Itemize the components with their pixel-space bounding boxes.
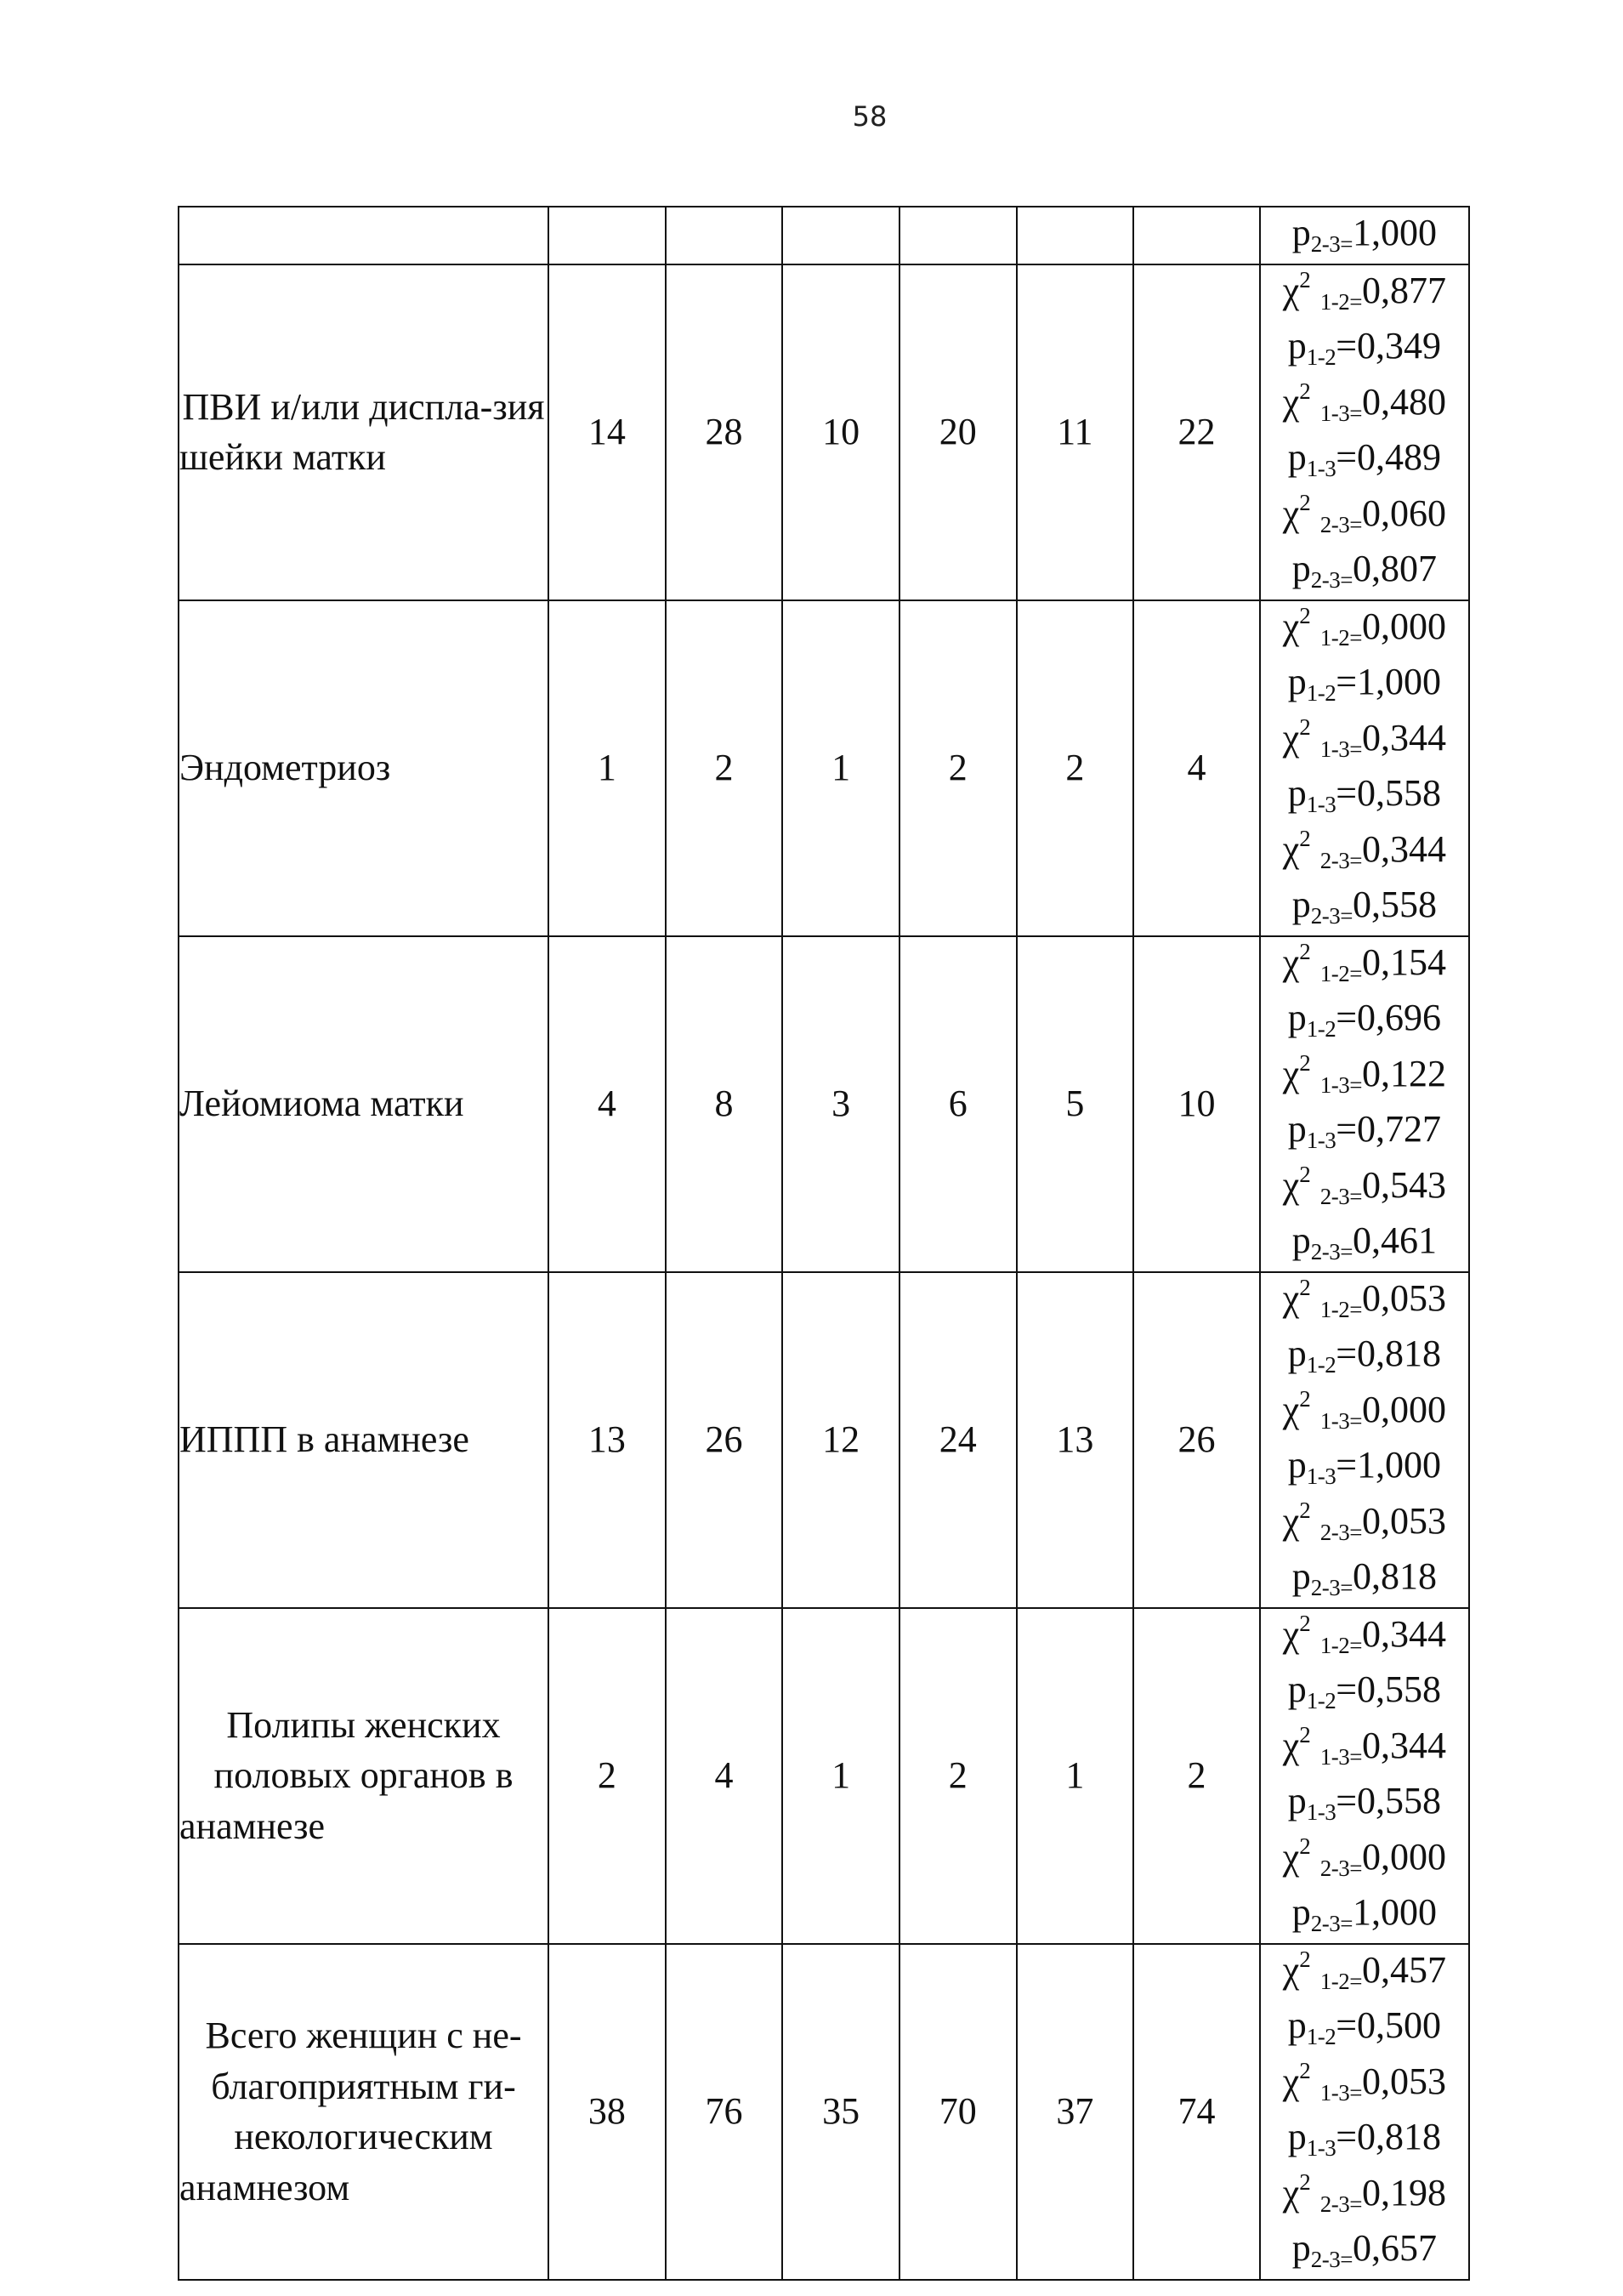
value-cell <box>899 207 1017 264</box>
stat-number: 0,461 <box>1353 1219 1437 1261</box>
count-cell: 14 <box>548 264 666 600</box>
p-symbol: p <box>1287 2004 1307 2046</box>
table-row <box>179 207 1469 264</box>
stat-number: =0,696 <box>1336 997 1442 1038</box>
chi-symbol: χ <box>1282 1499 1300 1542</box>
p-value <box>1261 2111 1468 2168</box>
square-superscript: 2 <box>1299 1610 1311 1636</box>
indicator-name: ИППП в анамнезе <box>179 1272 548 1608</box>
group-comparison-subscript: 1-3= <box>1319 736 1363 762</box>
stat-number: =0,818 <box>1336 2116 1442 2157</box>
percent-cell: 74 <box>1133 1944 1260 2280</box>
stat-number: =1,000 <box>1336 661 1442 702</box>
chi-square-value <box>1261 488 1468 544</box>
count-cell: 1 <box>1017 1608 1134 1944</box>
square-superscript: 2 <box>1299 378 1311 404</box>
count-cell: 1 <box>782 600 899 936</box>
group-comparison-subscript: 1-2= <box>1319 960 1363 986</box>
group-comparison-subscript: 1-2 <box>1306 680 1336 706</box>
p-symbol: p <box>1291 212 1311 253</box>
stat-number: 0,000 <box>1362 605 1447 647</box>
chi-square-value <box>1261 265 1468 321</box>
group-comparison-subscript: 1-2 <box>1306 1688 1336 1713</box>
p-value <box>1261 543 1468 600</box>
stat-number: 0,198 <box>1362 2171 1447 2214</box>
chi-symbol: χ <box>1282 827 1300 870</box>
square-superscript: 2 <box>1299 489 1311 515</box>
p-value <box>1261 1664 1468 1720</box>
group-comparison-subscript: 1-3 <box>1306 1463 1336 1489</box>
stat-number: 0,558 <box>1353 884 1437 925</box>
chi-square-value <box>1261 713 1468 769</box>
stat-number: 0,053 <box>1362 1499 1447 1542</box>
stat-number: =0,558 <box>1336 772 1442 814</box>
group-comparison-subscript: 1-2= <box>1319 1296 1363 1322</box>
count-cell: 2 <box>1017 600 1134 936</box>
stat-number: 0,344 <box>1362 1612 1447 1655</box>
count-cell: 13 <box>548 1272 666 1608</box>
chi-square-value <box>1261 937 1468 993</box>
p-symbol: p <box>1287 661 1307 702</box>
statistics-cell <box>1260 1608 1469 1944</box>
group-comparison-subscript: 1-3 <box>1306 1128 1336 1153</box>
chi-square-value <box>1261 601 1468 657</box>
square-superscript: 2 <box>1299 1721 1311 1748</box>
group-comparison-subscript: 2-3= <box>1319 847 1363 873</box>
percent-cell: 2 <box>666 600 783 936</box>
p-value <box>1261 1887 1468 1943</box>
stat-number: 0,657 <box>1353 2227 1437 2269</box>
chi-symbol: χ <box>1282 492 1300 534</box>
group-comparison-subscript: 2-3= <box>1310 1911 1353 1936</box>
stat-number: 0,000 <box>1362 1388 1447 1430</box>
p-symbol: p <box>1291 1219 1311 1261</box>
stat-number: 0,060 <box>1362 492 1447 534</box>
indicator-name: Всего женщин с не-благоприятным ги-некологическим анамнезом <box>179 1944 548 2280</box>
group-comparison-subscript: 2-3= <box>1319 511 1363 537</box>
p-symbol: p <box>1287 1333 1307 1374</box>
chi-symbol: χ <box>1282 605 1300 647</box>
statistics-cell <box>1260 936 1469 1272</box>
percent-cell: 2 <box>899 600 1017 936</box>
table-row <box>179 1608 1469 1944</box>
stat-number: 0,344 <box>1362 1724 1447 1766</box>
chi-square-value <box>1261 1273 1468 1329</box>
p-value <box>1261 1328 1468 1384</box>
group-comparison-subscript: 2-3= <box>1319 2191 1363 2217</box>
p-symbol: p <box>1291 548 1311 589</box>
group-comparison-subscript: 1-3= <box>1319 2079 1363 2106</box>
group-comparison-subscript: 2-3= <box>1310 567 1353 593</box>
stat-number: 0,480 <box>1362 380 1447 423</box>
percent-cell: 4 <box>1133 600 1260 936</box>
chi-square-value <box>1261 2168 1468 2224</box>
stat-number: 1,000 <box>1353 1891 1437 1933</box>
stat-number: =0,818 <box>1336 1333 1442 1374</box>
count-cell: 37 <box>1017 1944 1134 2280</box>
percent-cell: 20 <box>899 264 1017 600</box>
percent-cell: 28 <box>666 264 783 600</box>
percent-cell: 2 <box>899 1608 1017 1944</box>
group-comparison-subscript: 1-2= <box>1319 1968 1363 1994</box>
statistics-cell <box>1260 1944 1469 2280</box>
value-cell <box>782 207 899 264</box>
percent-cell: 10 <box>1133 936 1260 1272</box>
p-symbol: p <box>1287 1108 1307 1150</box>
table-row <box>179 936 1469 1272</box>
stat-number: 0,818 <box>1353 1555 1437 1597</box>
p-value <box>1261 2223 1468 2279</box>
group-comparison-subscript: 1-2= <box>1319 1632 1363 1658</box>
chi-square-value <box>1261 1832 1468 1888</box>
chi-symbol: χ <box>1282 1724 1300 1766</box>
p-value <box>1261 768 1468 824</box>
chi-symbol: χ <box>1282 716 1300 759</box>
group-comparison-subscript: 1-3 <box>1306 792 1336 817</box>
table-row <box>179 264 1469 600</box>
p-value <box>1261 1215 1468 1271</box>
p-value <box>1261 1440 1468 1496</box>
count-cell: 35 <box>782 1944 899 2280</box>
p-value <box>1261 879 1468 935</box>
statistics-cell <box>1260 264 1469 600</box>
chi-symbol: χ <box>1282 269 1300 311</box>
square-superscript: 2 <box>1299 1833 1311 1859</box>
indicator-name: ПВИ и/или диспла-зия шейки матки <box>179 264 548 600</box>
chi-square-value <box>1261 1945 1468 2001</box>
percent-cell: 76 <box>666 1944 783 2280</box>
chi-square-value <box>1261 824 1468 880</box>
stat-number: =0,558 <box>1336 1668 1442 1710</box>
stat-number: 0,877 <box>1362 269 1447 311</box>
stat-number: 0,053 <box>1362 1276 1447 1319</box>
p-value <box>1261 321 1468 377</box>
indicator-name: Полипы женских половых органов в анамнезе <box>179 1608 548 1944</box>
table-body <box>179 207 1469 2280</box>
stat-number: 0,344 <box>1362 716 1447 759</box>
group-comparison-subscript: 1-2 <box>1306 344 1336 370</box>
group-comparison-subscript: 2-3= <box>1310 2247 1353 2272</box>
p-value <box>1261 656 1468 713</box>
count-cell: 4 <box>548 936 666 1272</box>
square-superscript: 2 <box>1299 938 1311 964</box>
group-comparison-subscript: 2-3= <box>1310 1239 1353 1265</box>
group-comparison-subscript: 2-3= <box>1319 1855 1363 1881</box>
stat-number: 0,122 <box>1362 1052 1447 1094</box>
group-comparison-subscript: 1-3= <box>1319 400 1363 426</box>
statistics-cell <box>1260 600 1469 936</box>
group-comparison-subscript: 1-3 <box>1306 1799 1336 1825</box>
chi-symbol: χ <box>1282 1276 1300 1319</box>
p-symbol: p <box>1287 1668 1307 1710</box>
p-symbol: p <box>1287 1444 1307 1486</box>
stat-number: =0,489 <box>1336 436 1442 478</box>
chi-square-value <box>1261 377 1468 433</box>
p-value <box>1261 1776 1468 1832</box>
percent-cell: 6 <box>899 936 1017 1272</box>
count-cell: 13 <box>1017 1272 1134 1608</box>
percent-cell: 22 <box>1133 264 1260 600</box>
square-superscript: 2 <box>1299 1049 1311 1076</box>
count-cell: 1 <box>548 600 666 936</box>
square-superscript: 2 <box>1299 1161 1311 1187</box>
chi-symbol: χ <box>1282 1163 1300 1206</box>
percent-cell: 26 <box>666 1272 783 1608</box>
square-superscript: 2 <box>1299 602 1311 628</box>
group-comparison-subscript: 2-3= <box>1310 231 1353 257</box>
table-row <box>179 1272 1469 1608</box>
p-symbol: p <box>1287 2116 1307 2157</box>
count-cell: 5 <box>1017 936 1134 1272</box>
p-symbol: p <box>1287 772 1307 814</box>
chi-square-value <box>1261 1384 1468 1441</box>
statistics-cell <box>1260 1272 1469 1608</box>
indicator-cell <box>179 207 548 264</box>
count-cell: 3 <box>782 936 899 1272</box>
p-value <box>1261 1551 1468 1607</box>
p-symbol: p <box>1291 2227 1311 2269</box>
chi-symbol: χ <box>1282 1052 1300 1094</box>
group-comparison-subscript: 1-3= <box>1319 1071 1363 1098</box>
chi-symbol: χ <box>1282 1612 1300 1655</box>
stat-number: 1,000 <box>1353 212 1437 253</box>
stat-number: 0,457 <box>1362 1948 1447 1991</box>
chi-square-value <box>1261 1160 1468 1216</box>
stat-number: =0,558 <box>1336 1780 1442 1821</box>
group-comparison-subscript: 2-3= <box>1310 1575 1353 1600</box>
stat-number: 0,344 <box>1362 827 1447 870</box>
value-cell <box>1133 207 1260 264</box>
group-comparison-subscript: 1-2 <box>1306 1016 1336 1042</box>
chi-symbol: χ <box>1282 2171 1300 2214</box>
chi-square-value <box>1261 1049 1468 1105</box>
stat-number: 0,543 <box>1362 1163 1447 1206</box>
square-superscript: 2 <box>1299 1497 1311 1523</box>
percent-cell: 8 <box>666 936 783 1272</box>
p-symbol: p <box>1287 997 1307 1038</box>
square-superscript: 2 <box>1299 1274 1311 1300</box>
count-cell: 12 <box>782 1272 899 1608</box>
p-symbol: p <box>1287 436 1307 478</box>
value-cell <box>1017 207 1134 264</box>
count-cell: 2 <box>548 1608 666 1944</box>
group-comparison-subscript: 1-2 <box>1306 1352 1336 1378</box>
group-comparison-subscript: 1-2 <box>1306 2024 1336 2049</box>
count-cell: 11 <box>1017 264 1134 600</box>
chi-symbol: χ <box>1282 1835 1300 1878</box>
chi-square-value <box>1261 1496 1468 1552</box>
square-superscript: 2 <box>1299 2057 1311 2083</box>
chi-symbol: χ <box>1282 380 1300 423</box>
percent-cell: 2 <box>1133 1608 1260 1944</box>
square-superscript: 2 <box>1299 713 1311 740</box>
indicator-name: Лейомиома матки <box>179 936 548 1272</box>
group-comparison-subscript: 2-3= <box>1319 1519 1363 1545</box>
stat-number: 0,154 <box>1362 941 1447 983</box>
statistics-table <box>178 206 1470 2281</box>
square-superscript: 2 <box>1299 825 1311 851</box>
count-cell: 1 <box>782 1608 899 1944</box>
percent-cell: 4 <box>666 1608 783 1944</box>
statistics-cell <box>1260 207 1469 264</box>
group-comparison-subscript: 1-2= <box>1319 624 1363 651</box>
percent-cell: 26 <box>1133 1272 1260 1608</box>
chi-square-value <box>1261 1609 1468 1665</box>
indicator-name: Эндометриоз <box>179 600 548 936</box>
p-symbol: p <box>1291 1555 1311 1597</box>
stat-number: 0,807 <box>1353 548 1437 589</box>
chi-symbol: χ <box>1282 941 1300 983</box>
square-superscript: 2 <box>1299 2168 1311 2195</box>
count-cell: 10 <box>782 264 899 600</box>
group-comparison-subscript: 1-2= <box>1319 288 1363 315</box>
p-symbol: p <box>1287 1780 1307 1821</box>
chi-symbol: χ <box>1282 2060 1300 2102</box>
group-comparison-subscript: 1-3= <box>1319 1743 1363 1770</box>
p-value <box>1261 2000 1468 2056</box>
stat-number: 0,000 <box>1362 1835 1447 1878</box>
stat-number: =1,000 <box>1336 1444 1442 1486</box>
square-superscript: 2 <box>1299 1946 1311 1972</box>
group-comparison-subscript: 2-3= <box>1310 903 1353 929</box>
stat-number: =0,349 <box>1336 325 1442 367</box>
square-superscript: 2 <box>1299 266 1311 293</box>
p-value <box>1261 432 1468 488</box>
value-cell <box>548 207 666 264</box>
p-value <box>1261 1104 1468 1160</box>
table-row <box>179 1944 1469 2280</box>
chi-square-value <box>1261 1720 1468 1776</box>
page-number: 58 <box>852 100 888 133</box>
table-row <box>179 600 1469 936</box>
value-cell <box>666 207 783 264</box>
stat-number: =0,500 <box>1336 2004 1442 2046</box>
chi-symbol: χ <box>1282 1388 1300 1430</box>
p-value <box>1261 992 1468 1049</box>
group-comparison-subscript: 1-3= <box>1319 1407 1363 1434</box>
p-symbol: p <box>1291 1891 1311 1933</box>
group-comparison-subscript: 1-3 <box>1306 456 1336 481</box>
percent-cell: 24 <box>899 1272 1017 1608</box>
percent-cell: 70 <box>899 1944 1017 2280</box>
chi-square-value <box>1261 2056 1468 2112</box>
p-symbol: p <box>1291 884 1311 925</box>
stat-number: =0,727 <box>1336 1108 1442 1150</box>
count-cell: 38 <box>548 1944 666 2280</box>
p-value <box>1261 207 1468 264</box>
square-superscript: 2 <box>1299 1385 1311 1412</box>
chi-symbol: χ <box>1282 1948 1300 1991</box>
group-comparison-subscript: 1-3 <box>1306 2135 1336 2161</box>
group-comparison-subscript: 2-3= <box>1319 1183 1363 1209</box>
p-symbol: p <box>1287 325 1307 367</box>
stat-number: 0,053 <box>1362 2060 1447 2102</box>
